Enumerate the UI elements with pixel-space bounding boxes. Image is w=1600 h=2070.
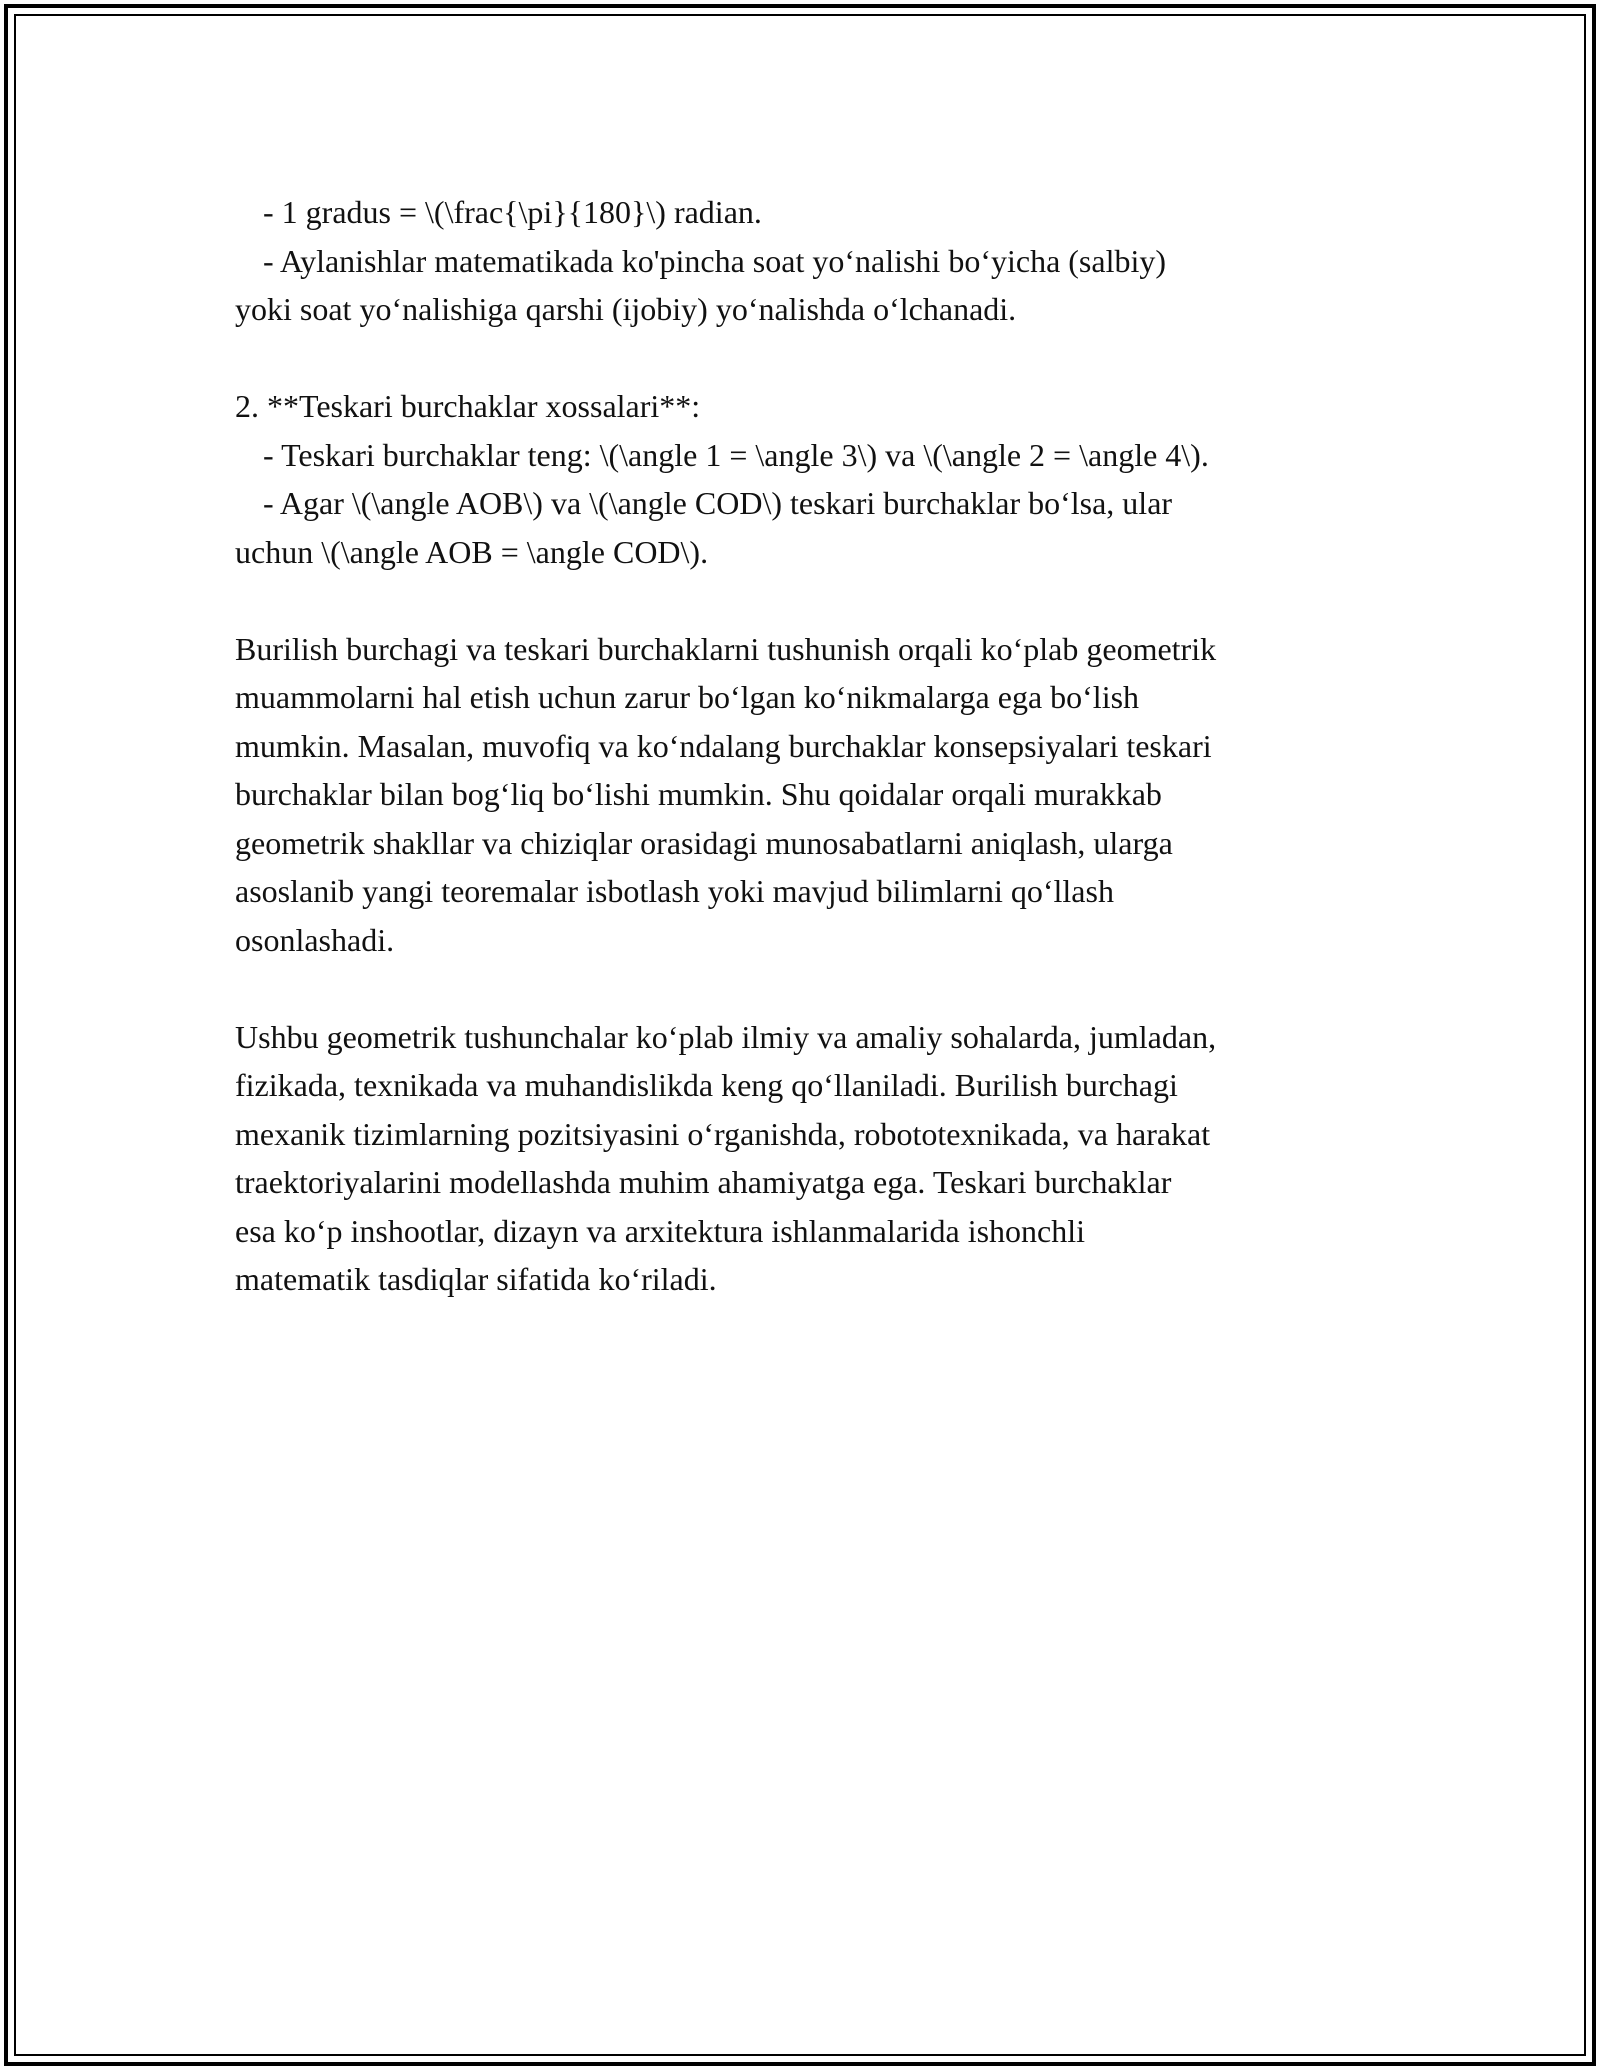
paragraph-gap	[235, 334, 1385, 383]
paragraph-gap	[235, 964, 1385, 1013]
paragraph-line: asoslanib yangi teoremalar isbotlash yoki mavjud bilimlarni qo‘llash	[235, 873, 1114, 909]
paragraph-line: Ushbu geometrik tushunchalar ko‘plab ilmiy va amaliy sohalarda, jumladan,	[235, 1018, 1217, 1055]
paragraph-line: Burilish burchagi va teskari burchaklarni tushunish orqali ko‘plab geometrik	[235, 630, 1217, 667]
paragraph-gap	[235, 576, 1385, 625]
paragraph-line: traektoriyalarini modellashda muhim ahamiyatga ega. Teskari burchaklar	[235, 1164, 1172, 1200]
text-line: - Agar \(\angle AOB\) va \(\angle COD\) teskari burchaklar bo‘lsa, ular	[263, 485, 1173, 521]
text-line: - Teskari burchaklar teng: \(\angle 1 = \angle 3\) va \(\angle 2 = \angle 4\).	[263, 436, 1209, 473]
paragraph-line: matematik tasdiqlar sifatida ko‘riladi.	[235, 1261, 717, 1297]
text-line: - 1 gradus = \(\frac{\pi}{180}\) radian.	[263, 194, 762, 230]
document-body	[235, 188, 1385, 1304]
text-line: uchun \(\angle AOB = \angle COD\).	[235, 533, 709, 570]
section-heading: 2. **Teskari burchaklar xossalari**:	[235, 388, 701, 424]
paragraph-line: burchaklar bilan bog‘liq bo‘lishi mumkin. Shu qoidalar orqali murakkab	[235, 776, 1162, 812]
text-line: - Aylanishlar matematikada ko'pincha soat yo‘nalishi bo‘yicha (salbiy)	[263, 242, 1167, 279]
paragraph-line: geometrik shakllar va chiziqlar orasidagi munosabatlarni aniqlash, ularga	[235, 824, 1173, 861]
paragraph-line: fizikada, texnikada va muhandislikda keng qo‘llaniladi. Burilish burchagi	[235, 1067, 1178, 1103]
paragraph-line: mexanik tizimlarning pozitsiyasini o‘rganishda, robototexnikada, va harakat	[235, 1115, 1211, 1152]
paragraph-line: osonlashadi.	[235, 921, 395, 958]
paragraph	[235, 625, 1385, 965]
paragraph-line: mumkin. Masalan, muvofiq va ko‘ndalang burchaklar konsepsiyalari teskari	[235, 727, 1212, 764]
paragraph	[235, 1013, 1385, 1304]
text-line: yoki soat yo‘nalishiga qarshi (ijobiy) yo‘nalishda o‘lchanadi.	[235, 291, 1017, 327]
paragraph-line: esa ko‘p inshootlar, dizayn va arxitektura ishlanmalarida ishonchli	[235, 1212, 1086, 1249]
paragraph-line: muammolarni hal etish uchun zarur bo‘lgan ko‘nikmalarga ega bo‘lish	[235, 679, 1140, 715]
